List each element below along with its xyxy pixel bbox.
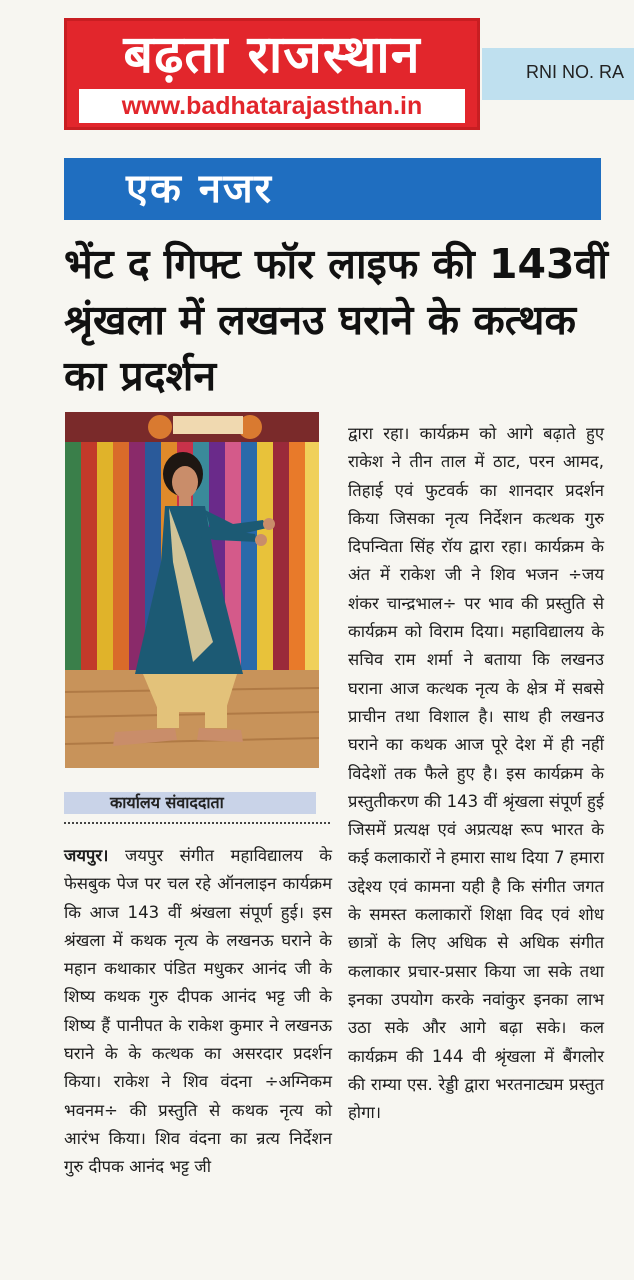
- masthead-logo: [64, 18, 480, 130]
- section-banner: [64, 158, 601, 220]
- article-text-left: जयपुर संगीत महाविद्यालय के फेसबुक पेज पर चल रहे ऑनलाइन कार्यक्रम कि आज 143 वीं श्रंखला संपूर्ण हुई। इस श्रंखला में कथक नृत्य के लखनऊ घराने के महान कथाकार पंडित मधुकर आनंद जी के शिष्य कथक गुरु दीपक आनंद भट्ट जी के शिष्य हैं पानीपत के राकेश कुमार ने लखनऊ घराने के के कत्थक का असरदार प्रदर्शन किया। राकेश ने शिव वंदना ÷अग्निकम भवनम÷ की प्रस्तुति से कथक नृत्य को आरंभ किया। शिव वंदना का न्रत्य निर्देशन गुरु दीपक आनंद भट्ट जी: [64, 846, 333, 1177]
- section-label: एक नजर: [126, 166, 274, 212]
- rni-number: RNI NO. RA: [526, 62, 625, 82]
- dateline: जयपुर।: [64, 846, 109, 865]
- byline: [64, 792, 316, 814]
- newspaper-name: बढ़ता राजस्थान: [123, 25, 421, 85]
- article-column-left: [64, 842, 332, 1182]
- article-headline: भेंट द गिफ्ट फॉर लाइफ की 143वीं श्रृंखला में लखनउ घराने के कत्थक का प्रदर्शन: [64, 240, 608, 400]
- byline-text: कार्यालय संवाददाता: [110, 793, 224, 812]
- kathak-dancer-illustration: [65, 412, 319, 768]
- article-column-right: द्वारा रहा। कार्यक्रम को आगे बढ़ाते हुए राकेश ने तीन ताल में ठाट, परन आमद, तिहाई एवं फुटवर्क का शानदार प्रदर्शन किया जिसका नृत्य निर्देशन कत्थक गुरु दिपन्विता सिंह रॉय द्वारा रहा। कार्यक्रम के अंत में राकेश जी ने शिव भजन ÷जय शंकर चान्द्रभाल÷ पर भाव की प्रस्तुति से कार्यक्रम को विराम दिया। महाविद्यालय के सचिव राम शर्मा ने बताया कि लखनउ घराना आज कत्थक नृत्य के क्षेत्र में सबसे प्राचीन तथा विशाल है। साथ ही लखनउ घराने का कथक आज पूरे देश में ही नहीं विदेशों तक फैले हुए है। इस कार्यक्रम के प्रस्तुतीकरण की 143 वीं श्रृंखला संपूर्ण हुई जिसमें प्रत्यक्ष एवं अप्रत्यक्ष रूप भारत के कई कलाकारों ने हमारा साथ दिया 7 हमारा उद्देश्य एवं कामना यही है कि संगीत जगत के समस्त कलाकारों शिक्षा विद एवं शोध छात्रों के लिए अधिक से अधिक संगीत कलाकार प्रचार-प्रसार किया जा सके तथा इनका उपयोग करके नवांकुर इनका लाभ उठा सके और आगे बढ़ा सके। कल कार्यक्रम की 144 वी श्रृंखला में बैंगलोर की राम्या एस. रेड्डी द्वारा भरतनाट्यम प्रस्तुत होगा।: [348, 424, 604, 1123]
- website-url[interactable]: www.badhatarajasthan.in: [79, 89, 465, 123]
- byline-divider: [64, 822, 330, 824]
- dancer-photo: [65, 412, 319, 768]
- rni-band: [482, 48, 634, 100]
- adjacent-column-edge: [618, 900, 634, 1260]
